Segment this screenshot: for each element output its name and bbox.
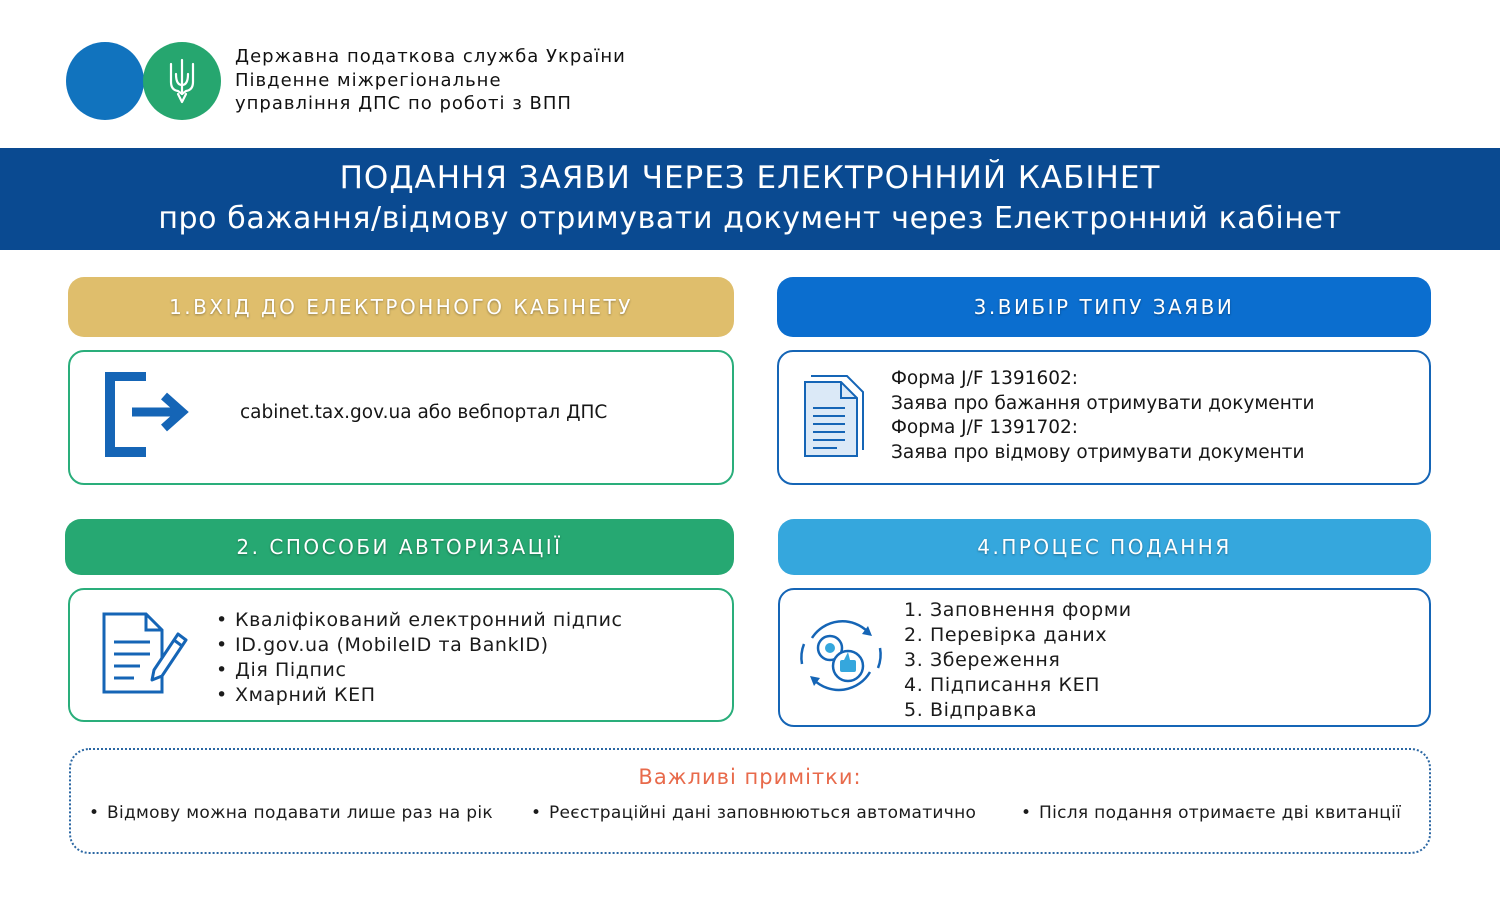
note-item: • Відмову можна подавати лише раз на рік	[89, 803, 493, 823]
list-item	[904, 623, 1132, 648]
organization-name	[235, 45, 626, 116]
login-arrow-icon	[104, 372, 194, 462]
type-card	[777, 350, 1431, 485]
logo-green-circle	[143, 42, 221, 120]
step-number: 2.	[904, 624, 924, 646]
form-types-text	[891, 367, 1315, 465]
banner-title: ПОДАННЯ ЗАЯВИ ЧЕРЕЗ ЕЛЕКТРОННИЙ КАБІНЕТ	[339, 160, 1161, 196]
list-item	[904, 598, 1132, 623]
signed-document-icon	[100, 610, 192, 698]
form-line-4: Заява про відмову отримувати документи	[891, 441, 1305, 463]
auth-card	[68, 588, 734, 722]
title-banner	[0, 148, 1500, 250]
dps-logo	[66, 41, 226, 121]
list-item: • Хмарний КЕП	[216, 683, 623, 708]
important-notes-box	[69, 748, 1431, 854]
step-number: 1.	[904, 599, 924, 621]
logo-blue-circle	[66, 42, 144, 120]
step-label: Перевірка даних	[930, 624, 1108, 646]
process-steps-list	[904, 598, 1132, 723]
banner-subtitle: про бажання/відмову отримувати документ через Електронний кабінет	[158, 201, 1342, 236]
step-number: 4.	[904, 674, 924, 696]
section-process-header: 4.ПРОЦЕС ПОДАННЯ	[778, 519, 1431, 575]
gears-process-icon	[796, 614, 886, 700]
list-item	[904, 673, 1132, 698]
auth-methods-list	[216, 608, 623, 708]
step-label: Збереження	[930, 649, 1061, 671]
login-url-text: cabinet.tax.gov.ua або вебпортал ДПС	[240, 402, 608, 423]
list-item	[904, 698, 1132, 723]
section-auth-header: 2. СПОСОБИ АВТОРИЗАЦІЇ	[65, 519, 734, 575]
notes-title: Важливі примітки:	[638, 765, 862, 789]
process-card	[778, 588, 1431, 727]
step-label: Відправка	[930, 699, 1038, 721]
org-line-2: Південне міжрегіональне	[235, 69, 502, 91]
list-item: • Дія Підпис	[216, 658, 623, 683]
documents-icon	[801, 372, 871, 460]
section-type-header: 3.ВИБІР ТИПУ ЗАЯВИ	[777, 277, 1431, 337]
note-item: • Після подання отримаєте дві квитанції	[1021, 803, 1401, 823]
list-item: • ID.gov.ua (MobileID та BankID)	[216, 633, 623, 658]
form-line-1: Форма J/F 1391602:	[891, 368, 1078, 389]
form-line-3: Форма J/F 1391702:	[891, 417, 1078, 438]
login-card	[68, 350, 734, 485]
section-login-header: 1.ВХІД ДО ЕЛЕКТРОННОГО КАБІНЕТУ	[68, 277, 734, 337]
note-item: • Реєстраційні дані заповнюються автоматично	[531, 803, 976, 823]
step-number: 3.	[904, 649, 924, 671]
org-line-1: Державна податкова служба України	[235, 46, 626, 67]
step-number: 5.	[904, 699, 924, 721]
list-item	[904, 648, 1132, 673]
step-label: Заповнення форми	[930, 599, 1132, 621]
list-item: • Кваліфікований електронний підпис	[216, 608, 623, 633]
trident-icon	[168, 58, 196, 104]
form-line-2: Заява про бажання отримувати документи	[891, 392, 1315, 414]
org-line-3: управління ДПС по роботі з ВПП	[235, 93, 572, 114]
step-label: Підписання КЕП	[930, 674, 1101, 696]
